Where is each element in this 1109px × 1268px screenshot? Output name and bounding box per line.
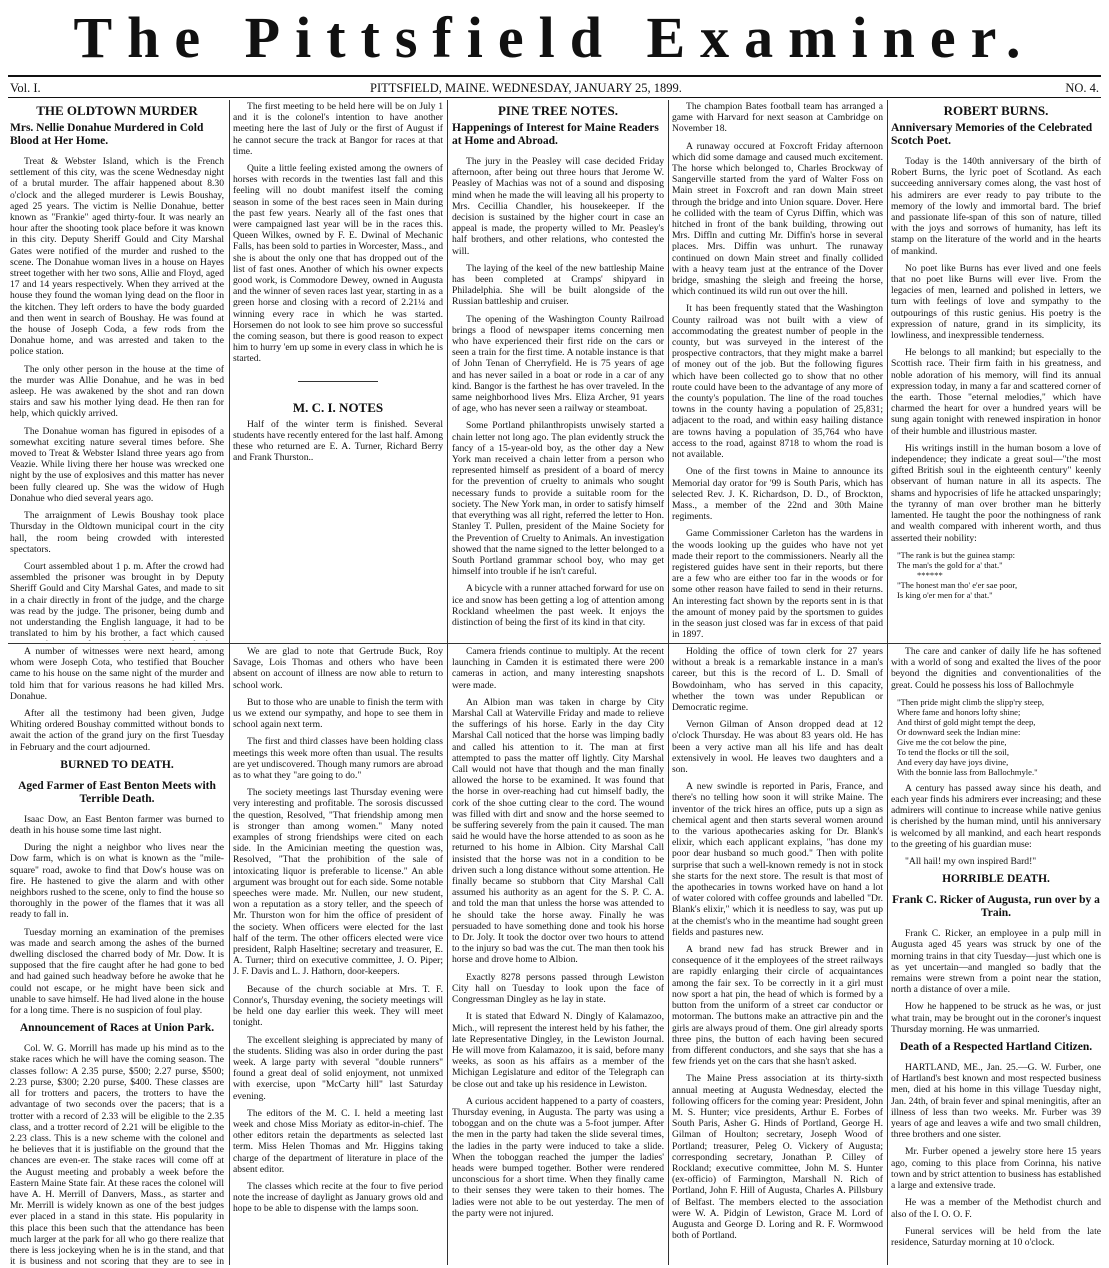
verse-line: Give me the cot below the pine, (897, 736, 1007, 747)
paragraph: The laying of the keel of the new battleship Maine has been completed at Cramps' shipyard in Philadelphia. She will be built alongside of the Russian battleship and cruiser. (452, 262, 664, 308)
paragraph: Camera friends continue to multiply. At the recent launching in Camden it is estimated there were 200 cameras in action, and many interesting snapshots were made. (452, 646, 664, 691)
paragraph: Funeral services will be held from the late residence, Saturday morning at 10 o'clock. (891, 1225, 1101, 1248)
burns-verse (897, 697, 1101, 777)
column-1-top (10, 101, 224, 641)
verse-line: "The rank is but the guinea stamp: (897, 549, 1016, 560)
column-3-top (452, 101, 664, 641)
paragraph: The first and third classes have been holding class meetings this week more often than usual. The results are yet undiscovered. Though many rumors are abroad as to what they "are going to do." (233, 736, 443, 782)
verse-line: "The honest man tho' e'er sae poor, (897, 579, 1018, 590)
murder-title: THE OLDTOWN MURDER (36, 103, 198, 118)
paragraph: The classes which recite at the four to five period note the increase of daylight as January grows old and hope to be able to dispense with the lamps soon. (233, 1180, 443, 1215)
verse-line: Is king o'er men for a' that." (897, 589, 993, 600)
paragraph: Quite a little feeling existed among the owners of horses with records in the twenties last fall and this feeling will no doubt manifest itself the coming season in some of the best races seen in Main during the past few years. Nearly all of the fast ones that were campaigned last year will be in the races this. Queen Wilkes, owned by F. E. Dwinal of Mechanic Falls, has been sold to parties in Worcester, Mass., and she is about the only one that has dropped out of the list of fast ones. Another of which his owner expects good work, is Commodore Dewey, owned in Augusta and the winner of seven races last year, starting in as a green horse and closing with a record of 2.21¼ and winning every race in which he was started. Horsemen do not look to see him prove so successful the coming season, but there is good reason to expect him to hurry 'em up some in every class in which he is started. (233, 163, 443, 365)
races-title: Announcement of Races at Union Park. (19, 1022, 215, 1035)
paragraph: It has been frequently stated that the Washington County railroad was not built with a view of accommodating the greatest number of people in the county, but was surveyed in the interest of the prospective contractors, that they might make a barrel of money out of the job. But the following figures which have been collected go to show that no other route could have been to the advantage of any more of the county's population. The line of the road touches towns in the county having a population of 25,831; adjacent to the road, and within easy hailing distance are towns having a population of 35,764 who have access to the road, against 8718 to whom the road is not available. (672, 303, 883, 461)
verse-line: And every day have joys divine, (897, 756, 1009, 767)
place-date: PITTSFIELD, MAINE. WEDNESDAY, JANUARY 25, 1899. (370, 81, 682, 95)
paragraph: He belongs to all mankind; but especially to the Scottish race. Their firm faith in his greatness, and noble adoration of his memory, will find its annual expression today, in many a far and scattered corner of the earth. Those "eternal melodies," which have charmed the heart for over a hundred years will be sung again tonight with renewed inspiration in honor of their humble and illustrious master. (891, 347, 1101, 437)
paragraph: The excellent sleighing is appreciated by many of the students. Sliding was also in order during the past week. A large party with several "double runners" found a great deal of solid enjoyment, not unmixed with exercise, upon "McCarty hill" last Saturday evening. (233, 1034, 443, 1102)
burns-subtitle: Anniversary Memories of the Celebrated Scotch Poet. (891, 122, 1093, 147)
paragraph: But to those who are unable to finish the term with us we extend our sympathy, and hope to see them in school again next term. (233, 696, 443, 731)
paragraph: Because of the church sociable at Mrs. T. F. Connor's, Thursday evening, the society meetings will be held one day earlier this week. They will meet tonight. (233, 983, 443, 1029)
paragraph: A century has passed away since his death, and each year finds his admirers ever increasing; and these admirers will continue to increase while native genius is cherished by the human mind, until his anniversary is welcomed by all mankind, and each heart responds to the greeting of his guardian muse: (891, 782, 1101, 850)
verse-line: Or downward seek the Indian mine: (897, 726, 1021, 737)
paragraph: The only other person in the house at the time of the murder was Allie Donahue, and he was in bed asleep. He was awakened by the shot and ran down stairs and saw his mother lying dead. He then ran for help, which quickly arrived. (10, 363, 224, 420)
column-5-bottom (891, 646, 1101, 1266)
verse-line: And thirst of gold might tempt the deep, (897, 716, 1036, 727)
column-rule (668, 100, 669, 1265)
paragraph: Vernon Gilman of Anson dropped dead at 12 o'clock Thursday. He was about 83 years old. He has been a very active man all his life and has dealt extensively in wool. He leaves two daughters and a son. (672, 719, 883, 776)
murder-subtitle: Mrs. Nellie Donahue Murdered in Cold Blood at Her Home. (10, 122, 204, 147)
paragraph: One of the first towns in Maine to announce its Memorial day orator for '99 is South Paris, which has selected Rev. J. K. Richardson, D. D., of Brockton, Mass., a member of the 22nd and 30th Maine regiments. (672, 466, 883, 523)
column-2-top (233, 101, 443, 641)
paragraph: The jury in the Peasley will case decided Friday afternoon, after being out three hours that Jerome W. Peasley of Machias was not of a sound and disposing mind when he made the will leaving all his property to Mrs. Cecillia Chandler, his housekeeper. If the decision is sustained by the higher court in case an appeal is made, the property willed to Mr. Peasley's half brothers, and other relations, who contested the will. (452, 156, 664, 257)
paragraph: Today is the 140th anniversary of the birth of Robert Burns, the lyric poet of Scotland. As each succeeding anniversary comes along, the vast host of his admirers are ever ready to pay tribute to the memory of the lowly and immortal bard. The brief and passionate life-span of this son of nature, tilled with the joys and sorrows of humanity, has left its stamp on the literature of the world and in the hearts of mankind. (891, 156, 1101, 257)
paragraph: The arraignment of Lewis Boushay took place Thursday in the Oldtown municipal court in the city hall, the room being crowded with interested spectators. (10, 510, 224, 555)
column-rule (887, 100, 888, 1265)
paragraph: A number of witnesses were next heard, among whom were Joseph Cota, who testified that Boucher came to his house on the same night of the murder and told him that for various reasons he had killed Mrs. Donahue. (10, 646, 224, 702)
paragraph: The first meeting to be held here will be on July 1 and it is the colonel's intention to have another meeting here the last of July or the first of August if he cannot secure the track at Bangor for races at that time. (233, 101, 443, 157)
paragraph: A curious accident happened to a party of coasters, Thursday evening, in Augusta. The party was using a toboggan and on the chute was a 5-foot jumper. After the men in the party had taken the slide several times, the ladies in the party were induced to take a slide. When the toboggan reached the jumper the ladies' heads were bumped together. Bother were rendered unconscious for a short time. When they finally came to their senses they were taken to their homes. The ladies were not able to be out yesterday. The men of the party were not injured. (452, 1095, 664, 1219)
column-4-bottom (672, 646, 883, 1266)
paragraph: His writings instill in the human bosom a love of independence; they indicate a great soul—"the most gifted British soul in the eighteenth century" keenly observant of human nature in all its aspects. The shams and hypocrisies of life he attacked unsparingly; the tyranny of man over brother man he bitterly lamented. He taught the poor the nothingness of rank and wealth compared with inherent worth, and thus asserted their nobility: (891, 442, 1101, 544)
paragraph: The editors of the M. C. I. held a meeting last week and chose Miss Moriaty as editor-in-chief. The other editors retain the departments as selected last term. Miss Helen Thomas and Mr. Higgins taking charge of the department of literature in place of the absent editor. (233, 1107, 443, 1175)
paragraph: How he happened to be struck as he was, or just what train, may be brought out in the coroner's inquest Thursday morning. He was unmarried. (891, 1001, 1101, 1035)
horrible-death-title: HORRIBLE DEATH. (942, 873, 1050, 886)
paragraph: After all the testimony had been given, Judge Whiting ordered Boushay committed without bonds to await the action of the grand jury on the first Tuesday in February and the court adjourned. (10, 708, 224, 753)
paragraph: No poet like Burns has ever lived and one feels that no poet like Burns will ever live. From the legacies of men, learned and polished in letters, we turn with feelings of love and sympathy to the outpourings of this rustic genius. His poetry is the expression of nature, grand in its simplicity, its lowliness, and inexpressible tenderness. (891, 262, 1101, 342)
masthead: The Pittsfield Examiner. (73, 5, 1036, 70)
section-divider (298, 381, 378, 382)
paragraph: The Donahue woman has figured in episodes of a somewhat exciting nature several times before. She moved to Treat & Webster Island three years ago from Veazie. While living there her house was wrecked one night by the use of explosives and this matter has never been fully cleared up. She was the widow of Hugh Donahue who died several years ago. (10, 425, 224, 504)
verse-line: Where fame and honors lofty shine; (897, 706, 1021, 717)
burned-title: BURNED TO DEATH. (60, 758, 174, 771)
verse-line: ****** (917, 569, 943, 580)
paragraph: He was a member of the Methodist church and also of the I. O. O. F. (891, 1197, 1101, 1220)
paragraph: "All hail! my own inspired Bard!" (905, 856, 1037, 868)
masthead-rule-top (8, 75, 1101, 77)
paragraph: We are glad to note that Gertrude Buck, Roy Savage, Lois Thomas and others who have been absent on account of illness are now able to return to school work. (233, 646, 443, 691)
column-rule (229, 100, 230, 1265)
horrible-death-subtitle: Frank C. Ricker of Augusta, run over by a Train. (892, 894, 1100, 920)
burns-verse (897, 550, 1101, 600)
verse-line: "Then pride might climb the slipp'ry steep, (897, 696, 1045, 707)
masthead-rule-bottom (8, 97, 1101, 98)
hartland-title: Death of a Respected Hartland Citizen. (899, 1041, 1093, 1054)
column-4-top (672, 101, 883, 641)
paragraph: Exactly 8278 persons passed through Lewiston City hall on Tuesday to look upon the face of Congressman Dingley as he lay in state. (452, 971, 664, 1006)
paragraph: The champion Bates football team has arranged a game with Harvard for next season at Cambridge on November 18. (672, 101, 883, 135)
paragraph: The care and canker of daily life he has softened with a world of song and exalted the lives of the poor beyond the dignities and conventionalities of the great. Could he possess his loss of Ballochmyle (891, 646, 1101, 691)
paragraph: Half of the winter term is finished. Several students have recently entered for the last half. Among these who returned are E. A. Turner, Richard Berry and Frank Thurston.. (233, 418, 443, 464)
paragraph: Isaac Dow, an East Benton farmer was burned to death in his house some time last night. (10, 813, 224, 837)
column-2-bottom (233, 646, 443, 1266)
column-3-bottom (452, 646, 664, 1266)
paragraph: The opening of the Washington County Railroad brings a flood of newspaper items concerning men who have experienced their first ride on the cars or seen a train for the first time. A notable instance is that of John Tenan of Cherryfield. He is 75 years of age and has never sailed in a boat or rode in a car of any kind. Bangor is the farthest he has over traveled. In the same neighborhood lives Mrs. Eliza Archer, 91 years of age, who has never seen a railway or steamboat. (452, 313, 664, 415)
paragraph: Some Portland philanthropists unwisely started a chain letter not long ago. The plan evidently struck the fancy of a 15-year-old boy, as the other day a New York man received a chain letter from a person who represented himself as president of a board of mercy for the prevention of cruelty to animals who sought necessary funds to provide a suitable room for the society. The New York man, in order to satisfy himself that everything was all right, referred the letter to Hon. Stanley T. Pullen, president of the Maine Society for the Prevention of Cruelty to Animals. An investigation showed that the name signed to the letter belonged to a South Portland grammar school boy, who may get himself into trouble if he isn't careful. (452, 420, 664, 578)
paragraph: The society meetings last Thursday evening were very interesting and profitable. The sorosis discussed the question, Resolved, "That friendship among men is stronger than among women." Many noted examples of strong friendships were cited on each side. In the Amicinian meeting the question was, Resolved, "That the prohibition of the sale of intoxicating liquor is preferable to license." An able argument was brought out for each side. Some notable speeches were made. Mr. Nullen, our new student, won a reputation as a story teller, and the speech of Mr. Thurston won for him the office of president of the society. When officers were elected for the last half of the term. The other officers elected were vice president, Ralph Haseltine; secretary and treasurer, E. A. Turner; third on executive committee, J. O. Piper; J. F. Davis and L. J. Hathorn, door-keepers. (233, 787, 443, 978)
column-1-bottom (10, 646, 224, 1266)
burned-subtitle: Aged Farmer of East Benton Meets with Terrible Death. (18, 779, 216, 805)
paragraph: A brand new fad has struck Brewer and in consequence of it the employees of the street railways are rapidly enlarging their circle of acquaintances among the fair sex. To be correctly in it a girl must now sport a hat pin, the head of which is formed by a button from the uniform of a street car conductor or motorman. The buttons make an attractive pin and the girls are always proud of them. One girl already sports three pins, the button of each having been secured from different conductors, and she says that she has a few friends yet on the cars that she hasn't asked. (672, 944, 883, 1068)
verse-line: The man's the gold for a' that." (897, 559, 1003, 570)
paragraph: Frank C. Ricker, an employee in a pulp mill in Augusta aged 45 years was struck by one of the morning trains in that city Tuesday—just which one is as yet uncertain—and mangled so badly that the remains were strewn from a point near the station, north a distance of over a mile. (891, 928, 1101, 996)
paragraph: The Maine Press association at its thirty-sixth annual meeting at Augusta Wednesday, elected the following officers for the coming year: President, John M. S. Hunter; vice presidents, Arthur E. Forbes of South Paris, Asher G. Hinds of Portland, George H. Gilman of Houlton; secretary, Joseph Wood of Portland; treasurer, Peleg O. Vickery of Augusta; corresponding secretary, Jonathan P. Cilley of Rockland; executive committee, John M. S. Hunter (ex-officio) of Farmington, Marshall N. Rich of Portland, John F. Hill of Augusta, Charles A. Pillsbury of Belfast. The members elected to the association were W. A. Pidgin of Lewiston, Grace M. Lord of Augusta and George D. Loring and R. F. Wormwood both of Portland. (672, 1073, 883, 1242)
column-rule (447, 100, 448, 1265)
fold-rule (8, 643, 1101, 644)
paragraph: Mr. Furber opened a jewelry store here 15 years ago, coming to this place from Corinna, his native town and by strict attention to business has established a large and extensive trade. (891, 1146, 1101, 1192)
volume: Vol. I. (10, 81, 41, 95)
paragraph: Treat & Webster Island, which is the French settlement of this city, was the scene Wednesday night of a brutal murder. The affair happened about 8.30 o'clock and the alleged murderer is Lewis Boushay, aged 25 years. The victim is Nellie Donahue, better known as "Frankie" aged thirty-four. It was nearly an hour after the shooting took place before it was known in this city. Deputy Sheriff Gould and City Marshal Gates were notified of the murder and rushed to the scene. The Donahue woman lives in a house on Hayes street together with her two sons, Allie and Floyd, aged 17 and 14 years respectively. When they arrived at the house they found the woman lying dead on the floor in the kitchen. They left orders to have the body guarded and then went in search of Boushay. He was found at the house of Joseph Coda, a few rods from the Donahue home, and was arrested and taken to the police station. (10, 156, 224, 358)
pine-tree-title: PINE TREE NOTES. (497, 103, 619, 118)
paragraph: An Albion man was taken in charge by City Marshal Call at Waterville Friday and made to relieve the sufferings of his horse. Early in the day City Marshal Call noticed that the horse was limping badly and called his attention to it. The man at first attempted to pass the matter off lightly. City Marshal Call would not have that though and the man finally allowed the horse to be examined. It was found that the horse in over-reaching had cut himself badly, the cork of the shoe cutting clear to the cord. The wound was filled with dirt and snow and the horse seemed to be suffering severely from the pain it caused. The man said he would have the horse attended to as soon as he returned to his home in Albion. City Marshal Call insisted that the horse was not in a condition to be driven such a long distance without some attention. He finally became so stubborn that City Marshal Call assumed his authority as an agent for the S. P. C. A. and told the man that unless the horse was attended to he should take the horse away. Finally he was persuaded to have something done and took his horse to Dr. Joly. It took the doctor over two hours to attend to the injury so bad was the cut. The man then took his horse and drove home to Albion. (452, 696, 664, 966)
verse-line: With the bonnie lass from Ballochmyle." (897, 766, 1038, 777)
column-5-top (891, 101, 1101, 641)
paragraph: HARTLAND, ME., Jan. 25.—G. W. Furber, one of Hartland's best known and most respected business men, died at his home in this village Tuesday night, Jan. 24th, of brain fever and spinal meningitis, after an illness of less than two weeks. Mr. Furber was 39 years of age and leaves a wife and two small children, three brothers and one sister. (891, 1062, 1101, 1141)
paragraph: It is stated that Edward N. Dingly of Kalamazoo, Mich., will represent the interest held by his father, the late Representative Dingley, in the Lewiston Journal. He will move from Kalamazoo, it is said, before many weeks, as soon as his affairs as a member of the Michigan Legislature and editor of the Telegraph can be close out and take up his residence in Lewiston. (452, 1011, 664, 1090)
dateline (10, 80, 1099, 96)
paragraph: A runaway occured at Foxcroft Friday afternoon which did some damage and caused much excitement. The horse which belonged to, Charles Brockway of Sangerville started from the yard of Walter Foss on Main street in Foxcroft and ran down Main street through the bridge and into Union square. Dover. Here he collided with the team of Cyrus Diffin, which was hitched in front of the bank building, throwing out Mrs. Diffln and cutting Mr. Diffin's horse in several places. Mrs. Diffin was unhurt. The runaway continued on down Main street and finally collided with a heavy team just at the entrance of the Dover bridge, smashing the sleigh and freeing the horse, which continued its wild run out over the hill. (672, 140, 883, 298)
paragraph: Holding the office of town clerk for 27 years without a break is a remarkable instance in a man's career, but this is the record of L. D. Small of Bowdoinham, who has served in this capacity, whether the town was under Republican or Democratic regime. (672, 646, 883, 714)
paragraph: A new swindle is reported in Paris, France, and there's no telling how soon it will strike Maine. The inventor of the trick hires an office, puts up a sign as chemical agent and then starts several women around to the various apothecaries asking for Dr. Blank's elixir, which each applicant explains, "has done my poor dear husband so much good." Then with polite surprise that such a well-known remedy is not in stock she starts for the next store. The result is that most of the apothecaries in towns worked have on hand a lot of water colored with coffee grounds and labelled "Dr. Blank's elixir," which it is needless to say, was put up at the chemist's who in the meantime had sought green fields and pastures new. (672, 781, 883, 938)
mci-title: M. C. I. NOTES (292, 399, 384, 415)
paragraph: Col. W. G. Morrill has made up his mind as to the stake races which he will have the coming season. The classes follow: A 2.35 purse, $500; 2.27 purse, $500; 2.23 purse, $300; 2.20 purse, $400. These classes are all for trotters and pacers, the trotters to have the advantage of two seconds over the pacers; that is a trotter with a record of 2.33 will be eligible to the 2.35 class, and a trotter record of 2.21 will be eligible to the 2.23 class. This is a new scheme with the colonel and he believes that it is justifiable on the ground that the chances are even-er. The stake races will come off at the August meeting and probably a week before the Eastern Maine State fair. At these races the colonel will have A. H. Merrill of Danvers, Mass., as starter and Mr. Merrill is widely known as one of the best judges ever placed in a stand in this state. His popularity in this place this been such that the attendance has been much larger at the park for all who go there realize that there is less jockeying when he is in the stand, and that it is business and not scoring that they are to see in (10, 1043, 224, 1266)
paragraph: Court assembled about 1 p. m. After the crowd had assembled the prisoner was brought in by Deputy Sheriff Gould and City Marshal Gates, and made to sit in a chair directly in front of the judge, and the charge was read by the judge. The prisoner, being dumb and not understanding the English language, it had to be translated to him by his brother, a fact which caused (10, 560, 224, 640)
paragraph: Game Commissioner Carleton has the wardens in the woods looking up the guides who have not yet made their report to the commissioners. Nearly all the registered guides have sent in their reports, but there are a few who are either too far in the woods or for some other reason have failed to send in their returns. An interesting fact shown by the reports sent in is that the amount of money paid by the sportsmen to guides in the season just closed was far in excess of that paid in 1897. (672, 528, 883, 641)
paragraph: A bicycle with a runner attached forward for use on ice and snow has been getting a log of attention among Rockland wheelmen the past week. It enjoys the distinction of being the first of its kind in that city. (452, 583, 664, 628)
issue-number: NO. 4. (1065, 81, 1099, 95)
paragraph: During the night a neighbor who lives near the Dow farm, which is on what is known as the "mile-square" road, awoke to find that Dow's house was on fire. He hastened to give the alarm and with other neighbors rushed to the scene, only to find the house so thoroughly in the power of the flames that it was all ready to fall in. (10, 842, 224, 921)
burns-title: ROBERT BURNS. (943, 103, 1049, 118)
verse-line: To tend the flocks or till the soil, (897, 746, 1010, 757)
paragraph: Tuesday morning an examination of the premises was made and search among the ashes of the burned dwelling disclosed the charred body of Mr. Dow. It is supposed that the fire caught after he had gone to bed and had gained such headway before he awoke that he could not escape, or he might have been sick and unable to save himself. He had lived alone in the house for a long time. There is no suspicion of foul play. (10, 926, 224, 1017)
pine-tree-subtitle: Happenings of Interest for Maine Readers at Home and Abroad. (452, 122, 659, 147)
